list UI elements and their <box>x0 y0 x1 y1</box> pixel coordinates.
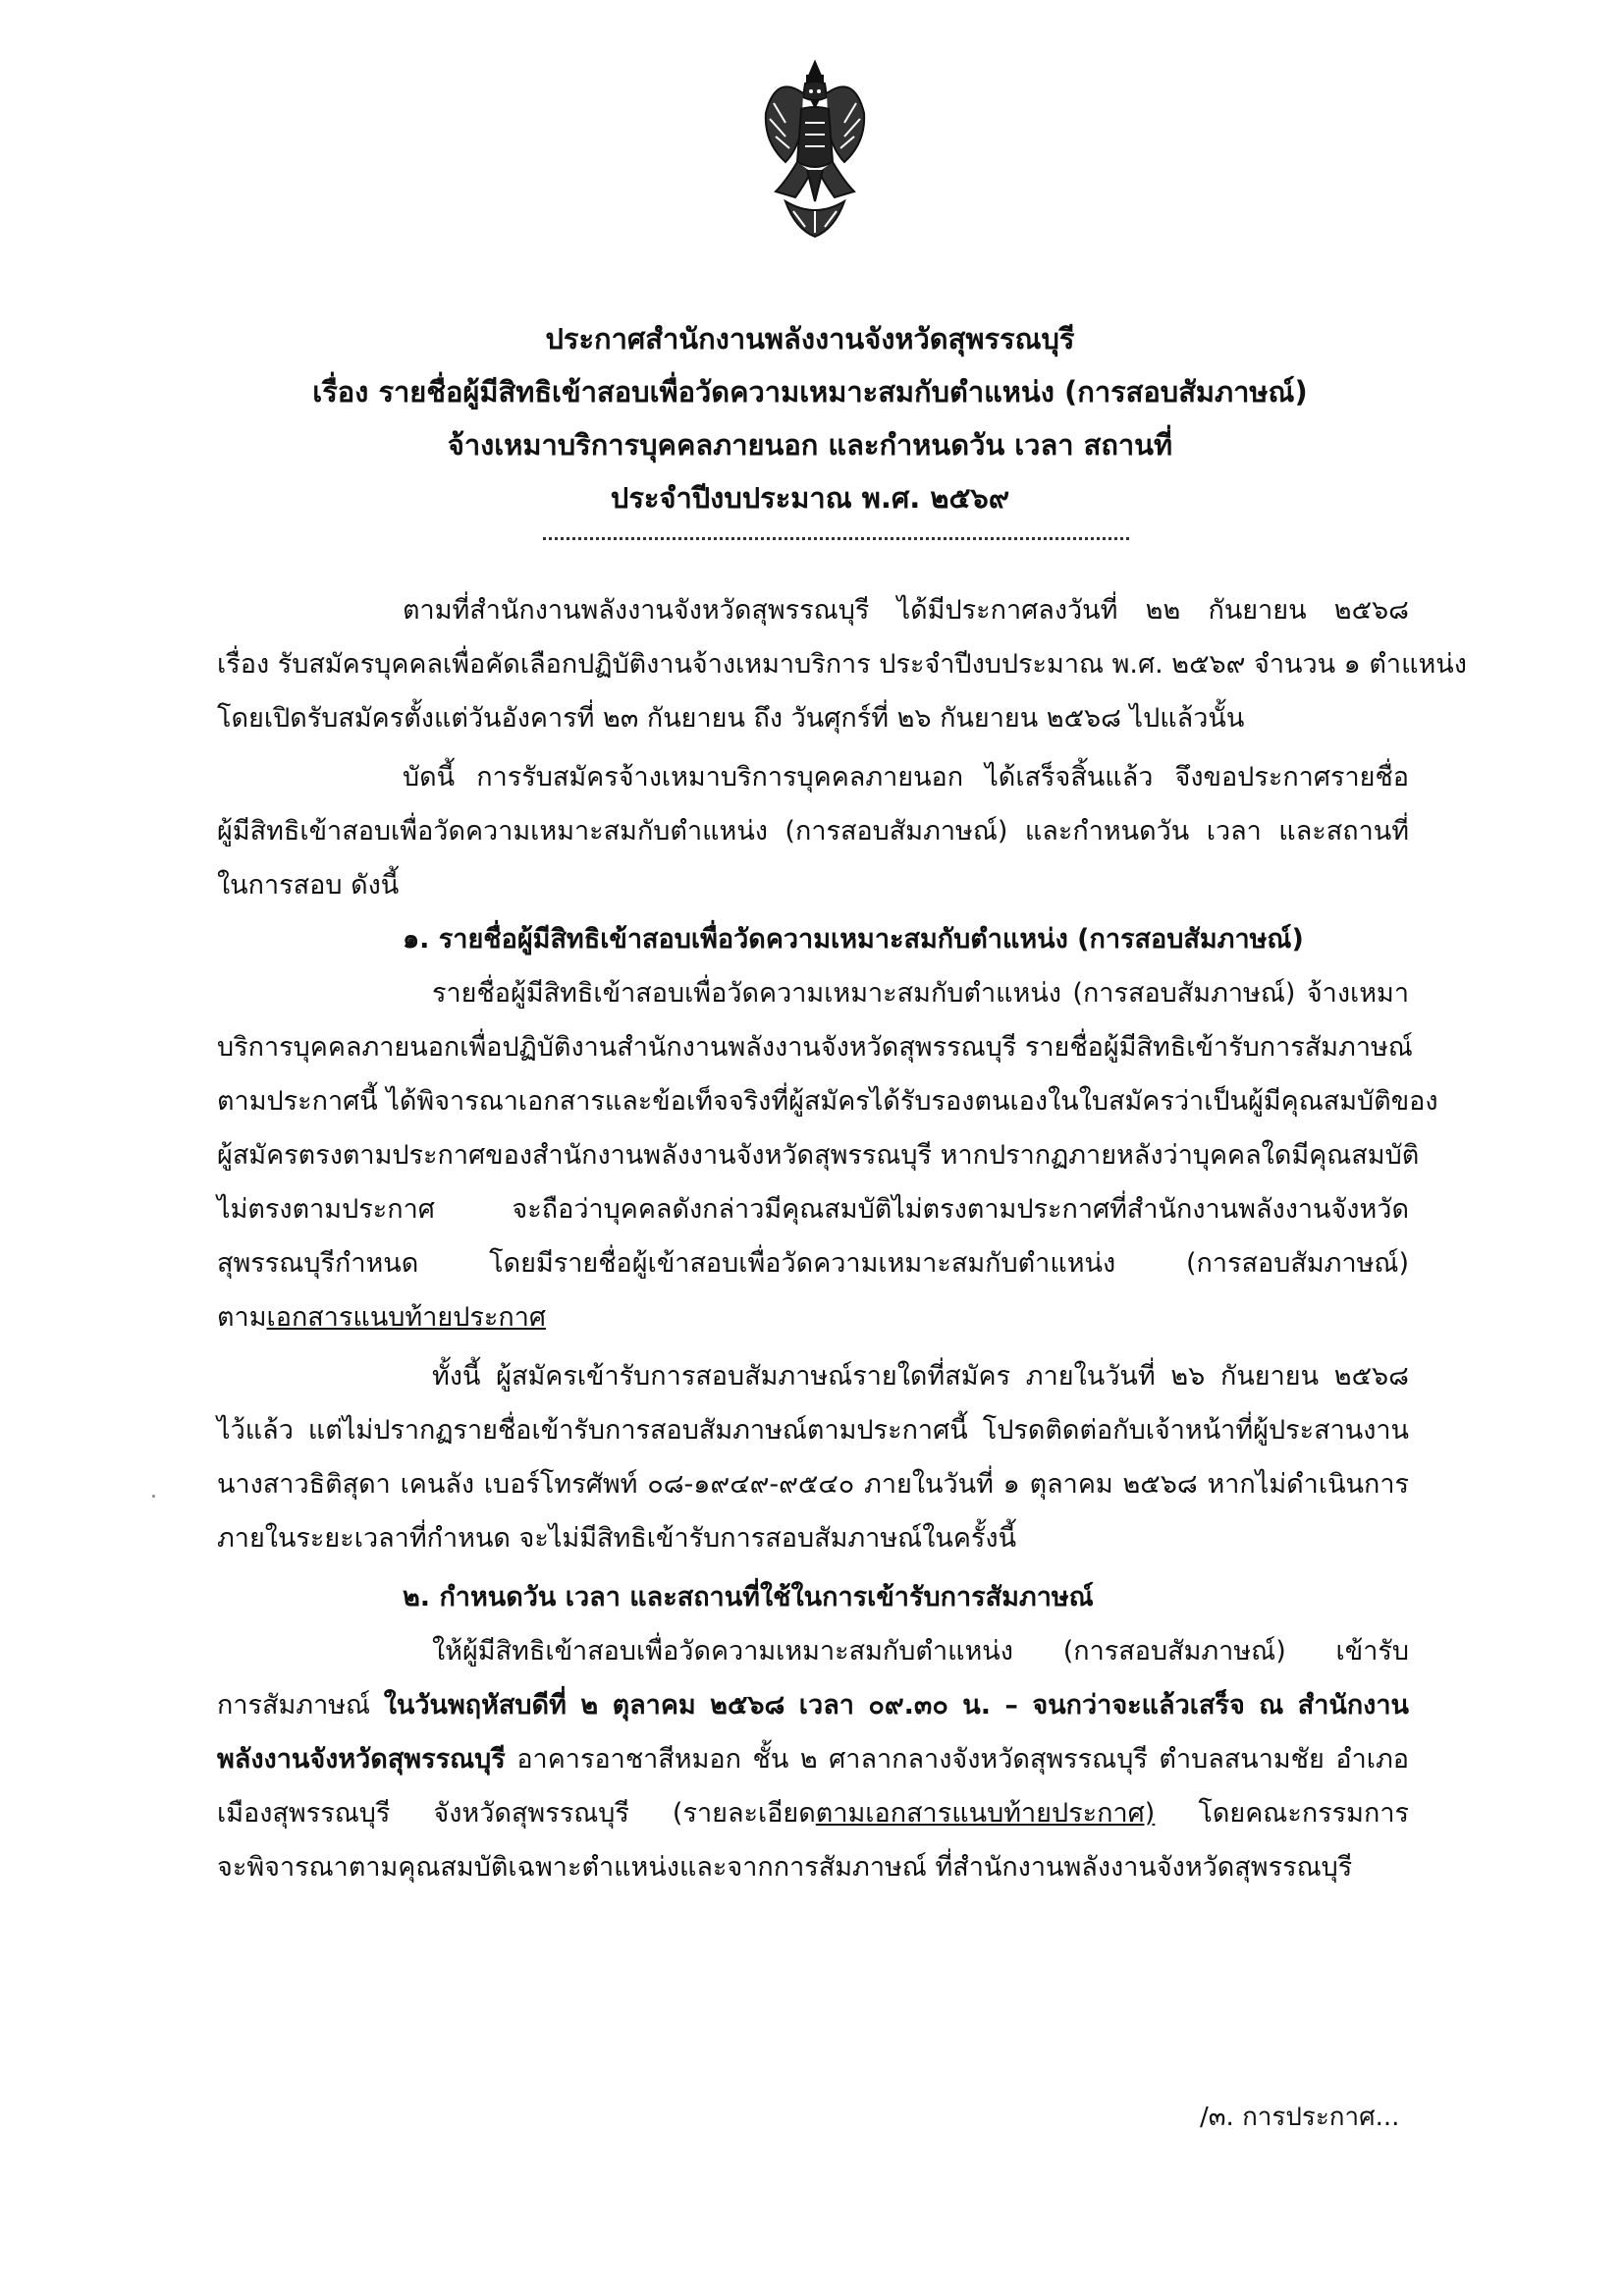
attachment-link[interactable]: เอกสารแนบท้ายประกาศ <box>266 1302 547 1333</box>
scan-speck <box>152 1495 155 1498</box>
section-1-line: ผู้สมัครตรงตามประกาศของสำนักงานพลังงานจังหวัดสุพรรณบุรี หากปรากฏภายหลังว่าบุคคลใดมีคุณสมบัติ <box>217 1140 1420 1171</box>
section-1-line: ตามประกาศนี้ ได้พิจารณาเอกสารและข้อเท็จจริงที่ผู้สมัครได้รับรองตนเองในใบสมัครว่าเป็นผู้มีคุณสมบัติของ <box>217 1086 1438 1117</box>
announcement-header <box>295 312 1325 524</box>
section-2-line4-prefix: เมืองสุพรรณบุรี จังหวัดสุพรรณบุรี (รายละเอียด <box>217 1798 816 1829</box>
announce-line: บัดนี้ การรับสมัครจ้างเหมาบริการบุคคลภายนอก ได้เสร็จสิ้นแล้ว จึงขอประกาศรายชื่อ <box>403 762 1409 793</box>
note-line: ทั้งนี้ ผู้สมัครเข้ารับการสอบสัมภาษณ์รายใดที่สมัคร ภายในวันที่ ๒๖ กันยายน ๒๕๖๘ <box>432 1361 1409 1392</box>
dotted-separator <box>543 537 1129 540</box>
last-line-prefix: ตาม <box>217 1302 267 1333</box>
note-line: ไว้แล้ว แต่ไม่ปรากฏรายชื่อเข้ารับการสอบสัมภาษณ์ตามประกาศนี้ โปรดติดต่อกับเจ้าหน้าที่ผู้ประสานงาน <box>217 1415 1409 1446</box>
announce-line: ผู้มีสิทธิเข้าสอบเพื่อวัดความเหมาะสมกับตำแหน่ง (การสอบสัมภาษณ์) และกำหนดวัน เวลา และสถานที่ <box>217 816 1409 847</box>
page-continuation: /๓. การประกาศ... <box>1200 2103 1400 2132</box>
section-2-prefix: การสัมภาษณ์ <box>217 1690 384 1721</box>
section-1-line: สุพรรณบุรีกำหนด โดยมีรายชื่อผู้เข้าสอบเพื่อวัดความเหมาะสมกับตำแหน่ง (การสอบสัมภาษณ์) <box>217 1248 1409 1279</box>
header-line: จ้างเหมาบริการบุคคลภายนอก และกำหนดวัน เวลา สถานที่ <box>447 428 1173 462</box>
section-2-line <box>217 1738 1409 1781</box>
intro-line: โดยเปิดรับสมัครตั้งแต่วันอังคารที่ ๒๓ กันยายน ถึง วันศุกร์ที่ ๒๖ กันยายน ๒๕๖๘ ไปแล้วนั้น <box>217 703 1245 734</box>
section-1-line: บริการบุคคลภายนอกเพื่อปฏิบัติงานสำนักงานพลังงานจังหวัดสุพรรณบุรี รายชื่อผู้มีสิทธิเข้ารับการสัมภาษณ์ <box>217 1032 1413 1063</box>
header-line: ประจำปีงบประมาณ พ.ศ. ๒๕๖๙ <box>610 481 1010 515</box>
attachment-link[interactable]: ตามเอกสารแนบท้ายประกาศ) <box>815 1798 1156 1829</box>
section-2-line <box>217 1684 1409 1727</box>
garuda-emblem-icon <box>756 54 874 250</box>
announce-line: ในการสอบ ดังนี้ <box>217 870 400 901</box>
section-2-heading: ๒. กำหนดวัน เวลา และสถานที่ใช้ในการเข้ารับการสัมภาษณ์ <box>403 1582 1094 1613</box>
intro-line: ตามที่สำนักงานพลังงานจังหวัดสุพรรณบุรี ได้มีประกาศลงวันที่ ๒๒ กันยายน ๒๕๖๘ <box>403 595 1409 626</box>
section-1-heading: ๑. รายชื่อผู้มีสิทธิเข้าสอบเพื่อวัดความเหมาะสมกับตำแหน่ง (การสอบสัมภาษณ์) <box>403 924 1304 955</box>
section-2-line <box>217 1792 1409 1835</box>
section-1-line: ไม่ตรงตามประกาศ จะถือว่าบุคคลดังกล่าวมีคุณสมบัติไม่ตรงตามประกาศที่สำนักงานพลังงานจังหวัด <box>217 1194 1409 1225</box>
note-line: ภายในระยะเวลาที่กำหนด จะไม่มีสิทธิเข้ารับการสอบสัมภาษณ์ในครั้งนี้ <box>217 1523 1017 1554</box>
header-line: เรื่อง รายชื่อผู้มีสิทธิเข้าสอบเพื่อวัดความเหมาะสมกับตำแหน่ง (การสอบสัมภาษณ์) <box>312 375 1308 409</box>
section-2-line4-rest: โดยคณะกรรมการ <box>1155 1798 1409 1829</box>
section-1-last-line <box>217 1296 546 1339</box>
intro-line: เรื่อง รับสมัครบุคคลเพื่อคัดเลือกปฏิบัติงานจ้างเหมาบริการ ประจำปีงบประมาณ พ.ศ. ๒๕๖๙ จำนวน ๑ ตำแหน่ง <box>217 649 1467 680</box>
section-2-line: ให้ผู้มีสิทธิเข้าสอบเพื่อวัดความเหมาะสมกับตำแหน่ง (การสอบสัมภาษณ์) เข้ารับ <box>432 1636 1409 1667</box>
header-line: ประกาศสำนักงานพลังงานจังหวัดสุพรรณบุรี <box>545 322 1075 355</box>
interview-date: ในวันพฤหัสบดีที่ ๒ ตุลาคม ๒๕๖๘ เวลา ๐๙.๓๐ น. – จนกว่าจะแล้วเสร็จ ณ สำนักงาน <box>383 1690 1409 1721</box>
section-1-line: รายชื่อผู้มีสิทธิเข้าสอบเพื่อวัดความเหมาะสมกับตำแหน่ง (การสอบสัมภาษณ์) จ้างเหมา <box>432 978 1409 1009</box>
office-address: อาคารอาชาสีหมอก ชั้น ๒ ศาลากลางจังหวัดสุพรรณบุรี ตำบลสนามชัย อำเภอ <box>505 1744 1409 1775</box>
section-2-line: จะพิจารณาตามคุณสมบัติเฉพาะตำแหน่งและจากการสัมภาษณ์ ที่สำนักงานพลังงานจังหวัดสุพรรณบุรี <box>217 1852 1353 1883</box>
note-line: นางสาวธิติสุดา เคนลัง เบอร์โทรศัพท์ ๐๘-๑๙๔๙-๙๕๔๐ ภายในวันที่ ๑ ตุลาคม ๒๕๖๘ หากไม่ดำเนินการ <box>217 1469 1409 1500</box>
office-name: พลังงานจังหวัดสุพรรณบุรี <box>217 1744 506 1775</box>
